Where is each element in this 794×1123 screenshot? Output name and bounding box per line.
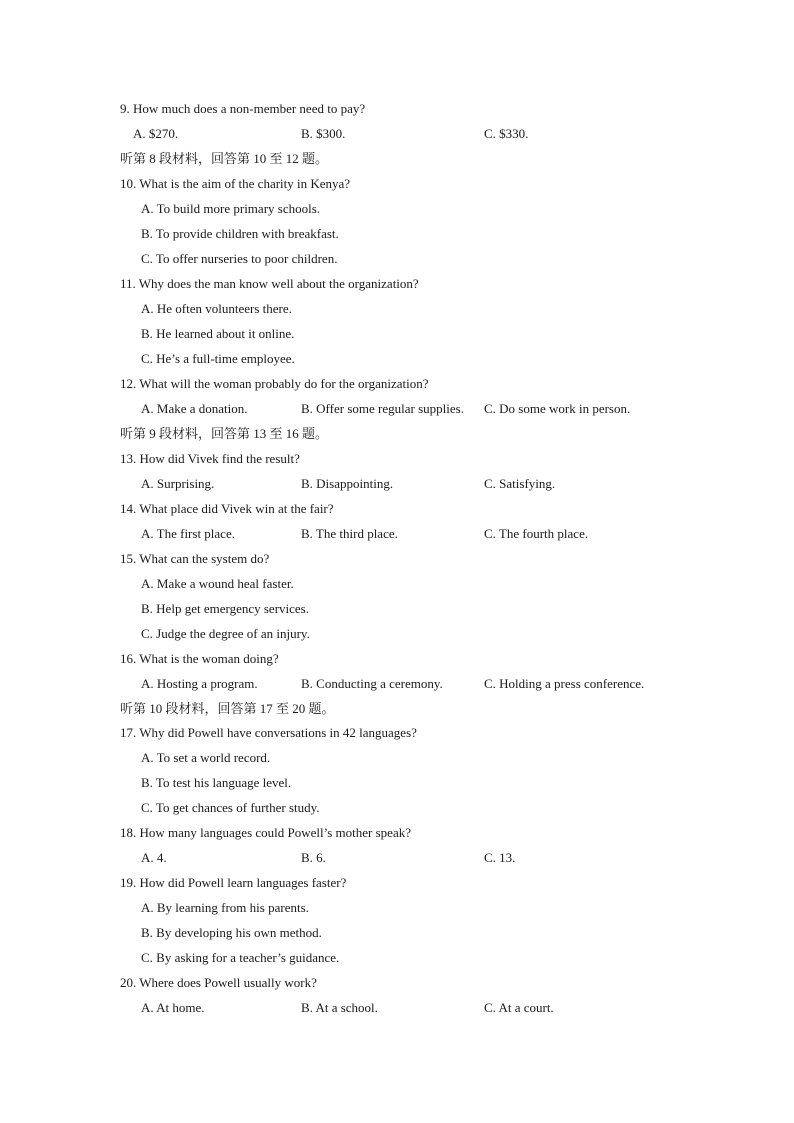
question-17: 17. Why did Powell have conversations in 42 languages? <box>120 725 417 740</box>
question-20: 20. Where does Powell usually work? <box>120 975 317 990</box>
q10-option-c: C. To offer nurseries to poor children. <box>141 251 338 266</box>
question-14: 14. What place did Vivek win at the fair? <box>120 501 334 516</box>
q9-option-a: A. $270. <box>133 126 179 141</box>
q18-option-b: B. 6. <box>301 850 326 865</box>
q15-option-c: C. Judge the degree of an injury. <box>141 626 310 641</box>
q20-option-b: B. At a school. <box>301 1000 378 1015</box>
q14-option-b: B. The third place. <box>301 526 398 541</box>
q11-option-a: A. He often volunteers there. <box>141 301 292 316</box>
q12-option-b: B. Offer some regular supplies. <box>301 401 464 416</box>
q15-option-a: A. Make a wound heal faster. <box>141 576 294 591</box>
question-12: 12. What will the woman probably do for the organization? <box>120 376 429 391</box>
q20-option-a: A. At home. <box>141 1000 205 1015</box>
q19-option-c: C. By asking for a teacher’s guidance. <box>141 950 340 965</box>
question-9: 9. How much does a non-member need to pay? <box>120 101 366 116</box>
q10-option-b: B. To provide children with breakfast. <box>141 226 339 241</box>
q10-option-a: A. To build more primary schools. <box>141 201 321 216</box>
q12-option-a: A. Make a donation. <box>141 401 248 416</box>
q9-option-c: C. $330. <box>484 126 529 141</box>
q16-option-a: A. Hosting a program. <box>141 676 258 691</box>
q17-option-a: A. To set a world record. <box>141 750 271 765</box>
q13-option-b: B. Disappointing. <box>301 476 394 491</box>
section-10-heading: 听第 10 段材料，回答第 17 至 20 题。 <box>120 701 335 716</box>
q13-option-a: A. Surprising. <box>141 476 215 491</box>
question-10: 10. What is the aim of the charity in Kenya? <box>120 176 351 191</box>
q19-option-b: B. By developing his own method. <box>141 925 322 940</box>
q18-option-a: A. 4. <box>141 850 167 865</box>
q17-option-c: C. To get chances of further study. <box>141 800 320 815</box>
q16-option-b: B. Conducting a ceremony. <box>301 676 443 691</box>
q15-option-b: B. Help get emergency services. <box>141 601 309 616</box>
section-8-heading: 听第 8 段材料，回答第 10 至 12 题。 <box>120 151 329 166</box>
q9-option-b: B. $300. <box>301 126 346 141</box>
question-16: 16. What is the woman doing? <box>120 651 279 666</box>
q14-option-c: C. The fourth place. <box>484 526 589 541</box>
question-11: 11. Why does the man know well about the organization? <box>120 276 419 291</box>
question-18: 18. How many languages could Powell’s mother speak? <box>120 825 411 840</box>
q18-option-c: C. 13. <box>484 850 516 865</box>
question-15: 15. What can the system do? <box>120 551 270 566</box>
q11-option-c: C. He’s a full-time employee. <box>141 351 295 366</box>
q13-option-c: C. Satisfying. <box>484 476 556 491</box>
q20-option-c: C. At a court. <box>484 1000 554 1015</box>
q14-option-a: A. The first place. <box>141 526 235 541</box>
q11-option-b: B. He learned about it online. <box>141 326 295 341</box>
section-9-heading: 听第 9 段材料，回答第 13 至 16 题。 <box>120 426 329 441</box>
q16-option-c: C. Holding a press conference. <box>484 676 645 691</box>
question-13: 13. How did Vivek find the result? <box>120 451 300 466</box>
q12-option-c: C. Do some work in person. <box>484 401 631 416</box>
question-19: 19. How did Powell learn languages faster? <box>120 875 347 890</box>
q19-option-a: A. By learning from his parents. <box>141 900 309 915</box>
q17-option-b: B. To test his language level. <box>141 775 292 790</box>
